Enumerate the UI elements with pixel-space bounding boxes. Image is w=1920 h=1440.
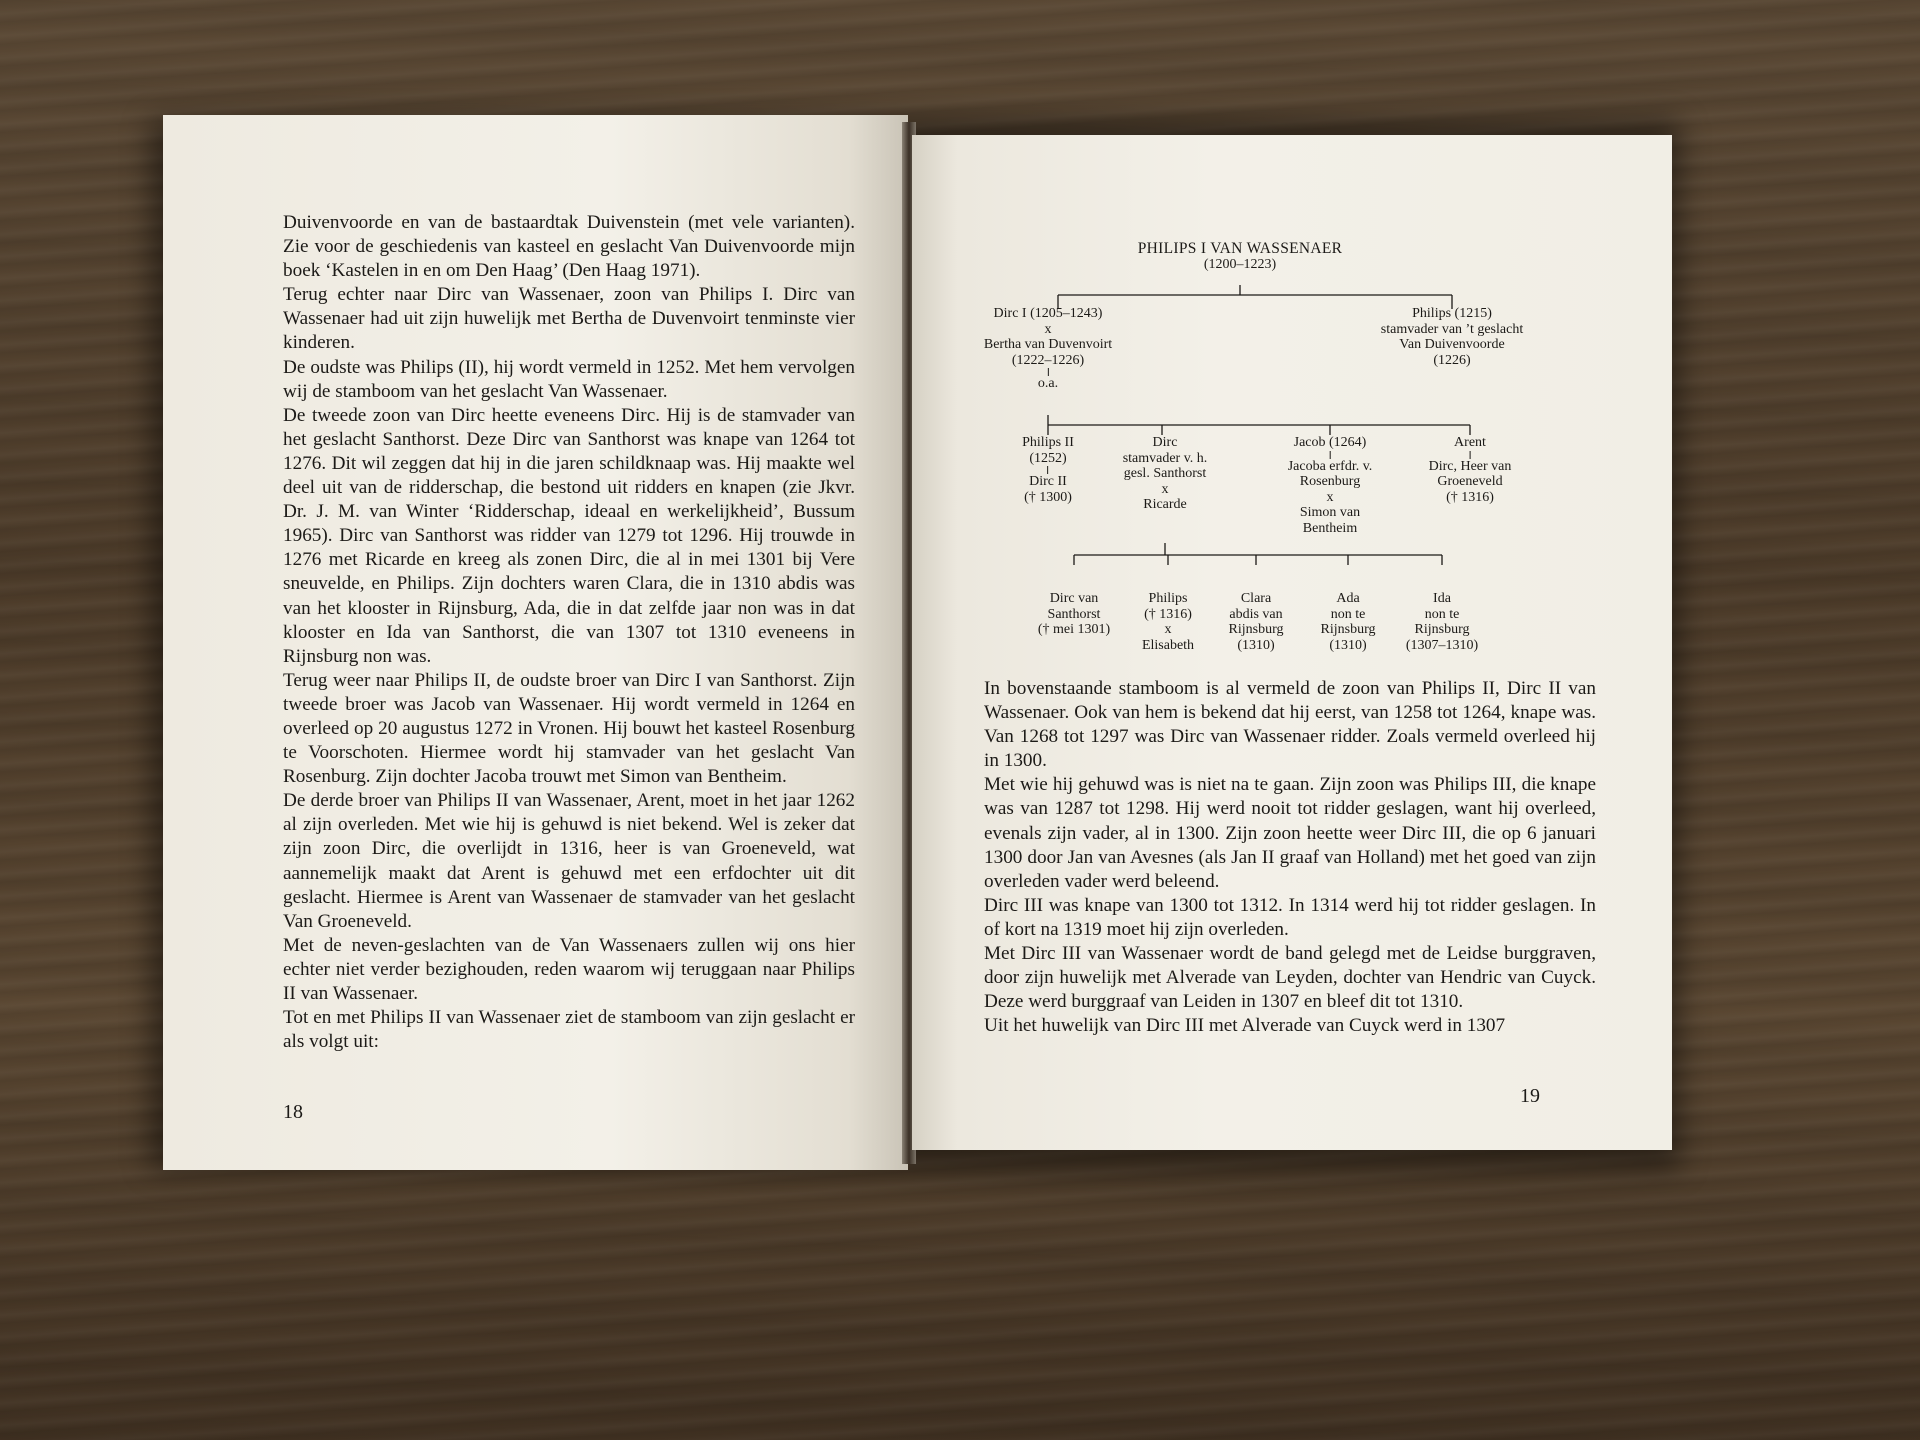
node-line: Simon van	[1299, 505, 1361, 520]
paragraph: Tot en met Philips II van Wassenaer ziet de stamboom van zijn geslacht er als volgt uit:	[283, 1007, 855, 1053]
node-line: Bentheim	[1302, 520, 1358, 536]
paragraph: Terug weer naar Philips II, de oudste broer van Dirc I van Santhorst. Zijn tweede broer was Jacob van Wassenaer. Hij wordt vermeld in 1264 en overleed op 20 augustus 1272 in Vronen. Hij bouwt het kasteel Rosenburg te Voorschoten. Hiermee wordt hij stamvader van het geslacht Van Rosenburg. Zijn dochter Jacoba trouwt met Simon van Bentheim.	[283, 669, 855, 788]
node-line: (1222–1226)	[1011, 352, 1085, 368]
node-line: Ada	[1336, 591, 1360, 606]
tree-connector-tick	[1329, 451, 1330, 459]
node-line: († 1316)	[1144, 606, 1192, 622]
paragraph: Dirc III was knape van 1300 tot 1312. In 1314 werd hij tot ridder geslagen. In of kort na 1319 moet hij zijn overleden.	[984, 894, 1596, 940]
node-line: Clara	[1240, 591, 1272, 606]
node-line: Dirc van	[1049, 591, 1099, 606]
node-line: x	[1044, 321, 1052, 337]
left-page-text	[283, 211, 855, 1054]
tree-node-arent	[1429, 435, 1512, 505]
page-number-left: 18	[283, 1101, 303, 1123]
node-line: († 1316)	[1446, 489, 1494, 505]
node-line: Rijnsburg	[1320, 622, 1376, 637]
node-line: stamvader van ’t geslacht	[1380, 321, 1524, 337]
node-line: (1226)	[1433, 352, 1471, 368]
node-line: Arent	[1454, 435, 1486, 450]
node-line: Philips (1215)	[1412, 306, 1492, 321]
tree-connectors	[912, 135, 1672, 675]
paragraph: In bovenstaande stamboom is al vermeld de zoon van Philips II, Dirc II van Wassenaer. Ook van hem is bekend dat hij eerst, van 1258 tot 1264, knape was. Van 1268 tot 1297 was Dirc van Wassenaer ridder. Zoals vermeld overleed hij in 1300.	[984, 678, 1596, 772]
node-line: Bertha van Duvenvoirt	[983, 337, 1113, 352]
node-line: (1307–1310)	[1405, 637, 1479, 653]
paragraph: De tweede zoon van Dirc heette eveneens Dirc. Hij is de stamvader van het geslacht Santhorst. Deze Dirc van Santhorst was knape van 1264 tot 1276. Dit wil zeggen dat hij in die jaren schildknaap was. Hij maakte wel deel uit van de ridderschap, die bestond uit ridders en knapen (zie Jkvr. Dr. J. M. van Winter ‘Ridderschap, ideaal en werkelijkheid’, Bussum 1965). Dirc van Santhorst was ridder van 1279 tot 1296. Hij trouwde in 1276 met Ricarde en kreeg als zonen Dirc, die al in mei 1301 bij Vere sneuvelde, en Philips. Zijn dochters waren Clara, die in 1310 abdis was van het klooster in Rijnsburg, Ada, die in dat zelfde jaar non was in dat klooster en Ida van Santhorst, die van 1307 tot 1310 eveneens in Rijnsburg non was.	[283, 404, 855, 667]
node-line: (1252)	[1029, 450, 1067, 466]
node-line: x	[1164, 622, 1172, 637]
tree-connector-tick	[1047, 466, 1048, 474]
tree-node-ida	[1406, 591, 1478, 653]
tree-node-philips-i	[1138, 241, 1343, 272]
node-line: Van Duivenvoorde	[1399, 337, 1505, 352]
tree-node-philips-duivenvoorde	[1381, 306, 1523, 368]
right-page	[912, 135, 1672, 1150]
paragraph: De oudste was Philips (II), hij wordt vermeld in 1252. Met hem vervolgen wij de stamboom van het geslacht Van Wassenaer.	[283, 356, 855, 402]
node-line: Rijnsburg	[1414, 622, 1470, 637]
paragraph: Uit het huwelijk van Dirc III met Alverade van Cuyck werd in 1307	[984, 1015, 1506, 1037]
node-line: x	[1161, 481, 1169, 497]
node-line: Philips	[1148, 591, 1188, 606]
node-line: Dirc, Heer van	[1428, 458, 1512, 474]
node-line: Elisabeth	[1141, 637, 1195, 653]
node-line: Groeneveld	[1437, 474, 1503, 489]
paragraph: Met Dirc III van Wassenaer wordt de band gelegd met de Leidse burggraven, door zijn huwelijk met Alverade van Leyden, dochter van Hendric van Cuyck. Deze werd burggraaf van Leiden in 1307 en bleef dit tot 1310.	[984, 943, 1596, 1013]
paragraph: Met de neven-geslachten van de Van Wassenaers zullen wij ons hier echter niet verder bezighouden, reden waarom wij teruggaan naar Philips II van Wassenaer.	[283, 934, 855, 1004]
node-line: Ida	[1433, 591, 1451, 606]
node-line: Dirc I (1205–1243)	[993, 306, 1103, 321]
node-line: abdis van	[1229, 606, 1283, 622]
node-line: († mei 1301)	[1037, 622, 1111, 637]
tree-node-ada	[1321, 591, 1376, 653]
node-line: Dirc II	[1029, 474, 1067, 489]
node-line: non te	[1424, 606, 1460, 622]
right-page-text	[984, 677, 1596, 1038]
tree-node-dirc-i	[984, 306, 1112, 392]
family-tree	[912, 135, 1672, 675]
paragraph: Met wie hij gehuwd was is niet na te gaan. Zijn zoon was Philips III, die knape was van 1287 tot 1298. Hij werd nooit tot ridder geslagen, want hij overleed, evenals zijn vader, al in 1300. Zijn zoon heette weer Dirc III, die op 6 januari 1300 door Jan van Avesnes (als Jan II graaf van Holland) met het goed van zijn overleden vader werd beleend.	[984, 774, 1596, 892]
node-line: stamvader v. h.	[1122, 450, 1208, 466]
node-line: non te	[1330, 606, 1366, 622]
paragraph: Terug echter naar Dirc van Wassenaer, zoon van Philips I. Dirc van Wassenaer had uit zijn huwelijk met Bertha de Duvenvoirt tenminste vier kinderen.	[283, 284, 855, 354]
node-line: gesl. Santhorst	[1123, 466, 1207, 481]
tree-node-dirc-van-santhorst	[1038, 591, 1110, 638]
tree-node-clara	[1229, 591, 1284, 653]
tree-node-jacob	[1288, 435, 1373, 536]
node-line: (1310)	[1329, 637, 1367, 653]
node-line: Dirc	[1152, 435, 1178, 450]
node-line: o.a.	[1037, 376, 1059, 391]
node-line: Santhorst	[1047, 606, 1101, 622]
node-line: (1310)	[1237, 637, 1275, 653]
node-line: Jacob (1264)	[1293, 435, 1367, 450]
paragraph: De derde broer van Philips II van Wassenaer, Arent, moet in het jaar 1262 al zijn overleden. Met wie hij is gehuwd is niet bekend. Wel is zeker dat zijn zoon Dirc, die overlijdt in 1316, heer is van Groeneveld, wat aannemelijk maakt dat Arent is gehuwd met een erfdochter uit dit geslacht. Hiermee is Arent van Wassenaer de stamvader van het geslacht Van Groeneveld.	[283, 790, 855, 932]
left-page	[163, 115, 908, 1170]
tree-node-philips-ii	[1022, 435, 1074, 505]
node-line: Ricarde	[1143, 497, 1187, 512]
paragraph: Duivenvoorde en van de bastaardtak Duivenstein (met vele varianten). Zie voor de geschiedenis van kasteel en geslacht Van Duivenvoorde mijn boek ‘Kastelen in en om Den Haag’ (Den Haag 1971).	[283, 212, 855, 282]
tree-connector-tick	[1469, 451, 1470, 459]
tree-connector-tick	[1047, 368, 1048, 376]
node-line: Philips II	[1022, 435, 1074, 450]
tree-node-dirc-santhorst	[1123, 435, 1208, 513]
node-line: Jacoba erfdr. v.	[1287, 458, 1373, 474]
node-line: x	[1326, 489, 1334, 505]
page-number-right: 19	[1520, 1085, 1540, 1107]
node-line: PHILIPS I VAN WASSENAER	[1137, 240, 1343, 257]
node-line: († 1300)	[1024, 489, 1072, 505]
node-line: Rijnsburg	[1228, 622, 1284, 637]
tree-node-philips-santhorst	[1142, 591, 1194, 653]
node-line: Rosenburg	[1299, 474, 1361, 489]
node-line: (1200–1223)	[1203, 256, 1277, 272]
